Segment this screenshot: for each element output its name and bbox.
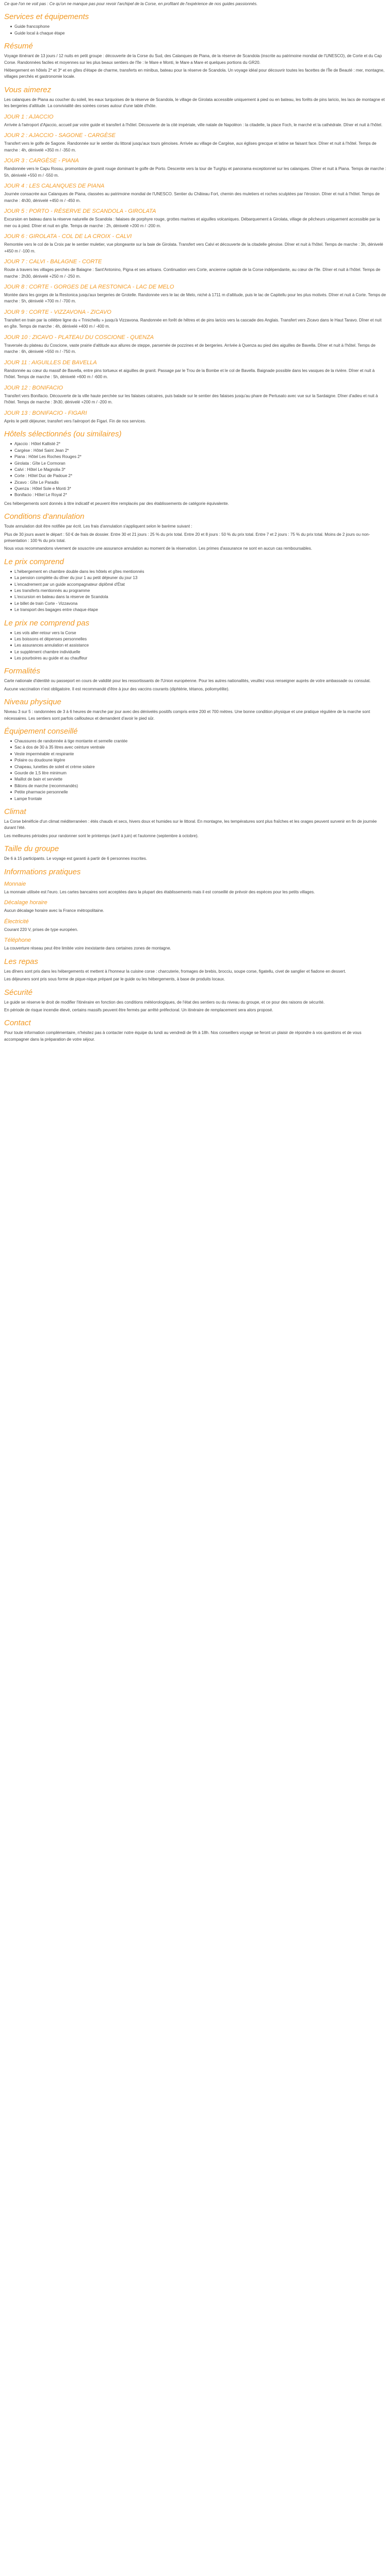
non-compris-list <box>10 630 387 662</box>
groupe-body <box>4 856 387 862</box>
day-description: Après le petit déjeuner, transfert vers l'aéroport de Figari. Fin de nos services. <box>4 418 146 423</box>
section-title-climat: Climat <box>4 807 26 816</box>
list-item: Calvi : Hôtel Le Magnolia 3* <box>10 467 387 473</box>
info-subtitle: Téléphone <box>4 937 31 944</box>
list-item: Les vols aller-retour vers la Corse <box>10 630 387 636</box>
day-title: JOUR 1 : AJACCIO <box>4 113 54 120</box>
day-description: Randonnée au cœur du massif de Bavella, entre pins tortueux et aiguilles de granit. Passage par le Trou de la Bombe et le col de Bavella. Baignade possible dans les vasques de la rivière. Dîner et nuit à l'hôtel. Temps de marche : 5h, dénivelé +600 m / -600 m. <box>4 368 375 380</box>
list-item: Les transferts mentionnés au programme <box>10 588 387 594</box>
paragraph: Les déjeuners sont pris sous forme de pique-nique préparé par le guide ou les hébergements, à base de produits locaux. <box>4 977 225 982</box>
paragraph: Hébergement en hôtels 2* et 3* et en gîtes d'étape de charme, transferts en minibus, bateau pour la réserve de Scandola. Un voyage idéal pour découvrir toutes les facettes de l'Île de Beauté : mer, montagne, villages perchés et gastronomie locale. <box>4 67 385 79</box>
info-subsections <box>4 881 387 952</box>
day-title: JOUR 13 : BONIFACIO - FIGARI <box>4 410 87 416</box>
paragraph: Les dîners sont pris dans les hébergements et mettent à l'honneur la cuisine corse : charcuterie, fromages de brebis, brocciu, soupe corse, figatellu, civet de sanglier et fiadone en dessert. <box>4 969 346 974</box>
list-item: Zicavo : Gîte Le Paradis <box>10 480 387 486</box>
day-description: Traversée du plateau du Coscione, vaste prairie d'altitude aux allures de steppe, parsemée de pozzines et de bergeries. Arrivée à Quenza au pied des aiguilles de Bavella. Dîner et nuit à l'hôtel. Temps de marche : 6h, dénivelé +550 m / -750 m. <box>4 343 376 354</box>
list-item: Les pourboires au guide et au chauffeur <box>10 655 387 662</box>
list-item: Piana : Hôtel Les Roches Rouges 2* <box>10 454 387 460</box>
section-title-repas: Les repas <box>4 957 38 966</box>
day-description: Transfert vers Bonifacio. Découverte de la ville haute perchée sur les falaises calcaires, puis balade sur le sentier des falaises jusqu'au phare de Pertusato avec vue sur la Sardaigne. Dîner d'adieu et nuit à l'hôtel. Temps de marche : 3h30, dénivelé +200 m / -200 m. <box>4 393 378 405</box>
day-description: Arrivée à l'aéroport d'Ajaccio, accueil par votre guide et transfert à l'hôtel. Découverte de la cité impériale, ville natale de Napoléon : la citadelle, la place Foch, le marché et la cathédrale. Dîner et nuit à l'hôtel. <box>4 122 383 127</box>
resume-body <box>4 53 387 80</box>
paragraph: Nous vous recommandons vivement de souscrire une assurance annulation au moment de la réservation. Les primes d'assurance ne sont en aucun cas remboursables. <box>4 546 312 551</box>
section-title-non-compris: Le prix ne comprend pas <box>4 618 90 628</box>
list-item: Chapeau, lunettes de soleil et crème solaire <box>10 764 387 770</box>
list-item: Sac à dos de 30 à 35 litres avec ceinture ventrale <box>10 744 387 751</box>
list-item: Quenza : Hôtel Sole e Monti 3* <box>10 486 387 492</box>
itinerary-intro <box>4 97 387 110</box>
day-title: JOUR 11 : AIGUILLES DE BAVELLA <box>4 359 97 366</box>
paragraph: En période de risque incendie élevé, certains massifs peuvent être fermés par arrêté préfectoral. Un itinéraire de remplacement sera alors proposé. <box>4 1008 273 1012</box>
day-description: Remontée vers le col de la Croix par le sentier muletier, vue plongeante sur la baie de Girolata. Transfert vers Calvi et découverte de la citadelle génoise. Dîner et nuit à l'hôtel. Temps de marche : 3h, dénivelé +450 m / -100 m. <box>4 242 383 253</box>
info-text: Aucun décalage horaire avec la France métropolitaine. <box>4 908 104 913</box>
section-title-formalites: Formalités <box>4 667 41 676</box>
list-item: Les boissons et dépenses personnelles <box>10 636 387 642</box>
paragraph: Plus de 30 jours avant le départ : 50 € de frais de dossier. Entre 30 et 21 jours : 25 % du prix total. Entre 20 et 8 jours : 50 % du prix total. Entre 7 et 2 jours : 75 % du prix total. Moins de 2 jours ou non-présentation : 100 % du prix total. <box>4 532 370 544</box>
list-item: Bâtons de marche (recommandés) <box>10 783 387 789</box>
section-title-niveau: Niveau physique <box>4 698 61 707</box>
list-item: Petite pharmacie personnelle <box>10 789 387 795</box>
paragraph: De 6 à 15 participants. Le voyage est garanti à partir de 6 personnes inscrites. <box>4 856 148 861</box>
section-title-prix: Le prix comprend <box>4 557 64 566</box>
contact-body <box>4 1030 387 1043</box>
day-title: JOUR 6 : GIROLATA - COL DE LA CROIX - CALVI <box>4 233 132 240</box>
info-subtitle: Décalage horaire <box>4 900 47 906</box>
day-description: Transfert vers le golfe de Sagone. Randonnée sur le sentier du littoral jusqu'aux tours génoises. Arrivée au village de Cargèse, aux églises grecque et latine se faisant face. Dîner et nuit à l'hôtel. Temps de marche : 4h, dénivelé +350 m / -350 m. <box>4 141 377 152</box>
day-title: JOUR 3 : CARGÈSE - PIANA <box>4 158 79 164</box>
day-title: JOUR 2 : AJACCIO - SAGONE - CARGÈSE <box>4 132 116 139</box>
list-item: L'hébergement en chambre double dans les hôtels et gîtes mentionnés <box>10 569 387 575</box>
day-title: JOUR 10 : ZICAVO - PLATEAU DU COSCIONE - QUENZA <box>4 334 154 341</box>
hebergement-note: Ces hébergements sont donnés à titre indicatif et peuvent être remplacés par des établissements de catégorie équivalente. <box>4 501 229 506</box>
day-title: JOUR 5 : PORTO - RÉSERVE DE SCANDOLA - GIROLATA <box>4 208 156 214</box>
day-title: JOUR 9 : CORTE - VIZZAVONA - ZICAVO <box>4 309 111 315</box>
day-title: JOUR 12 : BONIFACIO <box>4 384 63 391</box>
list-item: Polaire ou doudoune légère <box>10 757 387 764</box>
paragraph: Pour toute information complémentaire, n'hésitez pas à contacter notre équipe du lundi au vendredi de 9h à 18h. Nos conseillers voyage se feront un plaisir de répondre à vos questions et de vous accompagner dans la préparation de votre séjour. <box>4 1030 362 1042</box>
info-text: La monnaie utilisée est l'euro. Les cartes bancaires sont acceptées dans la plupart des établissements mais il est conseillé de prévoir des espèces pour les petits villages. <box>4 889 315 894</box>
paragraph: La Corse bénéficie d'un climat méditerranéen : étés chauds et secs, hivers doux et humides sur le littoral. En montagne, les températures sont plus fraîches et les orages peuvent survenir en fin de journée durant l'été. <box>4 819 377 831</box>
day-description: Journée consacrée aux Calanques de Piana, classées au patrimoine mondial de l'UNESCO. Sentier du Château Fort, chemin des muletiers et roches sculptées par l'érosion. Dîner et nuit à l'hôtel. Temps de marche : 4h30, dénivelé +450 m / -450 m. <box>4 192 380 203</box>
prix-list <box>10 569 387 614</box>
list-item: Cargèse : Hôtel Saint Jean 2* <box>10 448 387 454</box>
paragraph: Niveau 3 sur 5 : randonnées de 3 à 6 heures de marche par jour avec des dénivelés positifs compris entre 200 et 700 mètres. Une bonne condition physique et une pratique régulière de la marche sont nécessaires. Les sentiers sont parfois caillouteux et demandent d'avoir le pied sûr. <box>4 709 370 721</box>
repas-body <box>4 969 387 983</box>
day-description: Montée dans les gorges de la Restonica jusqu'aux bergeries de Grotelle. Randonnée vers le lac de Melo, niché à 1711 m d'altitude, puis le lac de Capitellu pour les plus motivés. Dîner et nuit à Corte. Temps de marche : 5h, dénivelé +700 m / -700 m. <box>4 293 386 304</box>
list-item: Le supplément chambre individuelle <box>10 649 387 655</box>
list-item: Chaussures de randonnée à tige montante et semelle crantée <box>10 738 387 744</box>
paragraph: Voyage itinérant de 13 jours / 12 nuits en petit groupe : découverte de la Corse du Sud, des Calanques de Piana, de la réserve de Scandola (inscrite au patrimoine mondial de l'UNESCO), de Corte et du Cap Corse. Randonnées faciles et moyennes sur les plus beaux sentiers de l'île : le Mare e Monti, le Mare a Mare et quelques portions du GR20. <box>4 54 382 65</box>
day-description: Transfert en train par la célèbre ligne du « Trinichellu » jusqu'à Vizzavona. Randonnée en forêt de hêtres et de pins laricio vers la cascade des Anglais. Transfert vers Zicavo dans le Haut Taravo. Dîner et nuit en gîte. Temps de marche : 4h, dénivelé +400 m / -400 m. <box>4 318 382 329</box>
list-item: Gourde de 1,5 litre minimum <box>10 770 387 776</box>
list-item: Lampe frontale <box>10 796 387 802</box>
section-title-services: Services et équipements <box>4 12 89 22</box>
securite-body <box>4 999 387 1014</box>
info-subtitle: Électricité <box>4 918 29 925</box>
list-item: Girolata : Gîte Le Cormoran <box>10 461 387 467</box>
list-item: Veste imperméable et respirante <box>10 751 387 757</box>
section-title-conditions: Conditions d'annulation <box>4 512 85 521</box>
day-description: Route à travers les villages perchés de Balagne : Sant'Antonino, Pigna et ses artisans. Continuation vers Corte, ancienne capitale de la Corse indépendante, au cœur de l'île. Dîner et nuit à l'hôtel. Temps de marche : 2h30, dénivelé +250 m / -250 m. <box>4 267 381 279</box>
section-title-hebergement: Hôtels sélectionnés (ou similaires) <box>4 430 122 439</box>
list-item: Le billet de train Corte - Vizzavona <box>10 601 387 607</box>
section-title-itinerary: Vous aimerez <box>4 85 52 94</box>
list-item: La pension complète du dîner du jour 1 au petit déjeuner du jour 13 <box>10 575 387 581</box>
day-description: Randonnée vers le Capu Rossu, promontoire de granit rouge dominant le golfe de Porto. Descente vers la tour de Turghju et panorama exceptionnel sur les calanques. Dîner et nuit à Piana. Temps de marche : 5h, dénivelé +550 m / -550 m. <box>4 166 386 178</box>
paragraph: Aucune vaccination n'est obligatoire. Il est recommandé d'être à jour des vaccins courants (diphtérie, tétanos, poliomyélite). <box>4 686 230 691</box>
conditions-body <box>4 523 387 552</box>
list-item: Guide francophone <box>10 24 387 30</box>
section-title-contact: Contact <box>4 1019 31 1028</box>
section-title-securite: Sécurité <box>4 988 33 997</box>
hebergement-list <box>10 441 387 499</box>
itinerary-days <box>4 114 387 425</box>
list-item: Maillot de bain et serviette <box>10 776 387 783</box>
paragraph: Toute annulation doit être notifiée par écrit. Les frais d'annulation s'appliquent selon le barème suivant : <box>4 524 192 529</box>
paragraph: Le guide se réserve le droit de modifier l'itinéraire en fonction des conditions météorologiques, de l'état des sentiers ou du niveau du groupe, et ce pour des raisons de sécurité. <box>4 999 325 1005</box>
paragraph: Les meilleures périodes pour randonner sont le printemps (avril à juin) et l'automne (septembre à octobre). <box>4 833 199 838</box>
equipement-list <box>10 738 387 802</box>
section-title-resume: Résumé <box>4 42 33 51</box>
list-item: Le transport des bagages entre chaque étape <box>10 607 387 613</box>
section-title-equipement: Équipement conseillé <box>4 727 78 736</box>
day-title: JOUR 8 : CORTE - GORGES DE LA RESTONICA - LAC DE MELO <box>4 283 174 290</box>
intro-text: Ce que l'on ne voit pas : Ce qu'on ne manque pas pour revoir l'archipel de la Corse, en profitant de l'expérience de nos guides passionnés. <box>4 2 258 6</box>
list-item: Guide local à chaque étape <box>10 30 387 37</box>
section-title-info: Informations pratiques <box>4 867 81 876</box>
section-title-groupe: Taille du groupe <box>4 844 59 854</box>
day-title: JOUR 7 : CALVI - BALAGNE - CORTE <box>4 258 102 265</box>
day-description: Excursion en bateau dans la réserve naturelle de Scandola : falaises de porphyre rouge, grottes marines et aiguilles volcaniques. Débarquement à Girolata, village de pêcheurs uniquement accessible par la mer ou à pied. Dîner et nuit en gîte. Temps de marche : 2h, dénivelé +200 m / -200 m. <box>4 217 380 228</box>
list-item: Ajaccio : Hôtel Kallisté 2* <box>10 441 387 447</box>
day-title: JOUR 4 : LES CALANQUES DE PIANA <box>4 183 105 190</box>
niveau-body <box>4 709 387 722</box>
list-item: Bonifacio : Hôtel Le Royal 2* <box>10 492 387 498</box>
info-text: Courant 220 V, prises de type européen. <box>4 927 78 932</box>
list-item: Les assurances annulation et assistance <box>10 642 387 649</box>
info-subtitle: Monnaie <box>4 880 26 887</box>
list-item: L'excursion en bateau dans la réserve de Scandola <box>10 594 387 600</box>
climat-body <box>4 819 387 839</box>
list-item: Corte : Hôtel Duc de Padoue 2* <box>10 473 387 479</box>
info-text: La couverture réseau peut être limitée voire inexistante dans certaines zones de montagne. <box>4 946 171 951</box>
paragraph: Les calanques de Piana au coucher du soleil, les eaux turquoises de la réserve de Scandola, le village de Girolata accessible uniquement à pied ou en bateau, les forêts de pins laricio, les lacs de montagne et les bergeries d'altitude. La convivialité des soirées corses autour d'une table d'hôte. <box>4 97 385 109</box>
paragraph: Carte nationale d'identité ou passeport en cours de validité pour les ressortissants de l'Union européenne. Pour les autres nationalités, veuillez vous renseigner auprès de votre ambassade ou consulat. <box>4 679 371 684</box>
list-item: L'encadrement par un guide accompagnateur diplômé d'État <box>10 582 387 588</box>
formalites-body <box>4 678 387 692</box>
services-list <box>10 24 387 37</box>
